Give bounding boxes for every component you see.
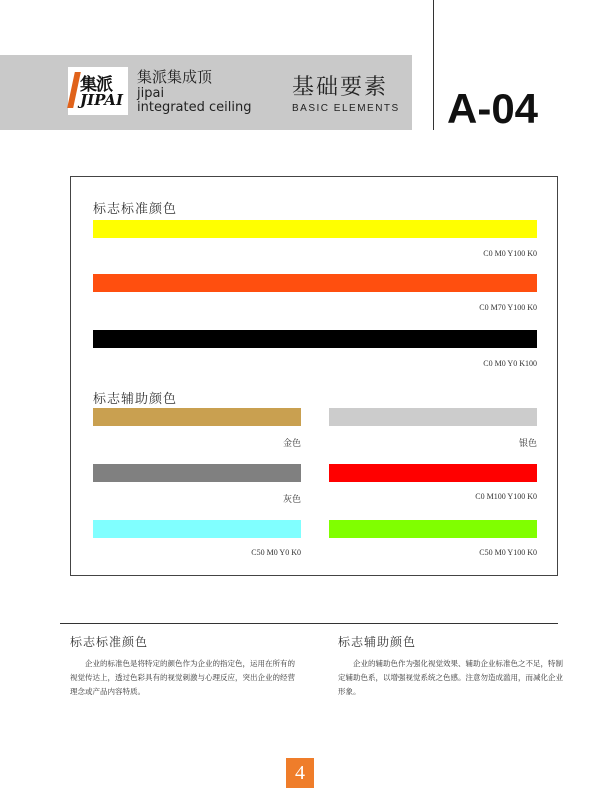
desc-body-standard: 企业的标准色是将特定的颜色作为企业的指定色，运用在所有的视觉传达上，透过色彩具有的视觉刺激与心理反应，突出企业的经营理念或产品内容特质。 — [70, 659, 295, 696]
aux-swatch-cyan — [93, 520, 301, 538]
desc-body-auxiliary: 企业的辅助色作为强化视觉效果、辅助企业标准色之不足，特制定辅助色系，以增强视觉系统之色感。注意勿造成滥用，而减化企业形象。 — [338, 659, 563, 696]
aux-label-red: C0 M100 Y100 K0 — [475, 492, 537, 501]
content-divider — [60, 623, 558, 624]
standard-colors-title: 标志标准颜色 — [93, 202, 178, 217]
section-title-cn: 基础要素 — [292, 75, 389, 100]
brand-name-cn: 集派集成顶 — [137, 68, 213, 86]
standard-swatch-orange — [93, 274, 537, 292]
aux-swatch-green — [329, 520, 537, 538]
desc-title-standard: 标志标准颜色 — [70, 635, 149, 649]
standard-code-orange: C0 M70 Y100 K0 — [479, 303, 537, 312]
aux-label-green: C50 M0 Y100 K0 — [479, 548, 537, 557]
header-divider-line — [433, 0, 434, 130]
auxiliary-colors-title: 标志辅助颜色 — [93, 392, 178, 407]
aux-label-silver: 银色 — [518, 439, 537, 449]
standard-swatch-black — [93, 330, 537, 348]
standard-code-yellow: C0 M0 Y100 K0 — [483, 249, 537, 258]
page-code: A-04 — [447, 85, 539, 132]
standard-swatch-yellow — [93, 220, 537, 238]
aux-swatch-gray — [93, 464, 301, 482]
brand-name-en-line2: integrated ceiling — [137, 100, 252, 115]
page-number: 4 — [286, 758, 314, 788]
standard-code-black: C0 M0 Y0 K100 — [483, 359, 537, 368]
section-title-en: BASIC ELEMENTS — [292, 103, 400, 114]
aux-label-gold: 金色 — [282, 439, 301, 449]
aux-swatch-gold — [93, 408, 301, 426]
aux-swatch-red — [329, 464, 537, 482]
logo-text-en: JIPAI — [80, 91, 123, 109]
aux-swatch-silver — [329, 408, 537, 426]
aux-label-cyan: C50 M0 Y0 K0 — [251, 548, 301, 557]
desc-title-auxiliary: 标志辅助颜色 — [338, 635, 417, 649]
aux-label-gray: 灰色 — [282, 495, 301, 505]
brand-name-en-line1: jipai — [137, 86, 165, 101]
logo-text-cn: 集派 — [80, 75, 112, 95]
